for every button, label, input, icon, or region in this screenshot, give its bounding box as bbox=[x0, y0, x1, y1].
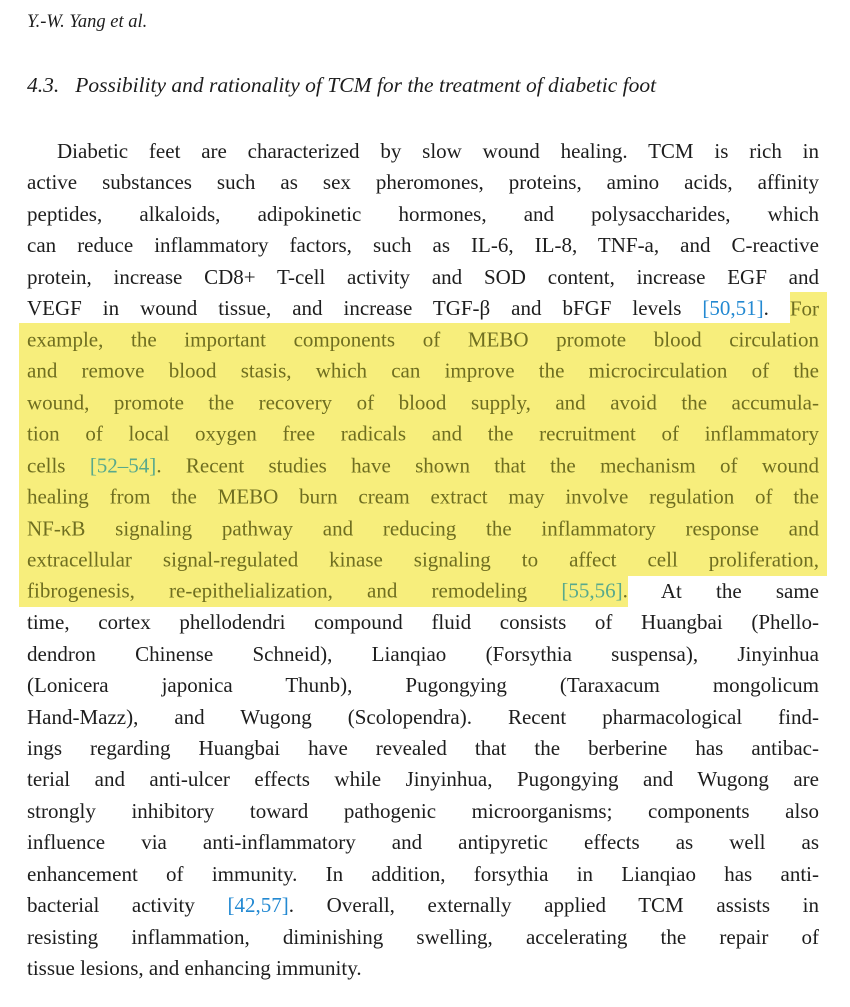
text-run: . bbox=[763, 296, 790, 321]
text-line bbox=[27, 513, 819, 544]
citation-link[interactable]: [42,57] bbox=[227, 893, 289, 918]
text-line bbox=[27, 859, 819, 890]
text-line bbox=[27, 482, 819, 513]
text-line bbox=[27, 544, 819, 575]
highlighted-text-run: and remove blood stasis, which can improve the microcirculation of the bbox=[27, 354, 819, 387]
highlighted-text-run: example, the important components of MEBO promote blood circulation bbox=[27, 323, 819, 356]
text-line bbox=[27, 953, 819, 984]
text-line bbox=[27, 702, 819, 733]
text-line bbox=[27, 607, 819, 638]
text-line bbox=[27, 733, 819, 764]
text-line bbox=[27, 890, 819, 921]
text-run: influence via anti-inflammatory and antipyretic effects as well as bbox=[27, 830, 819, 855]
text-line bbox=[27, 796, 819, 827]
text-run: (Lonicera japonica Thunb), Pugongying (Taraxacum mongolicum bbox=[27, 673, 819, 698]
text-line bbox=[27, 325, 819, 356]
highlighted-text-run: NF-κB signaling pathway and reducing the inflammatory response and bbox=[27, 512, 819, 545]
paper-page bbox=[27, 0, 819, 984]
text-line bbox=[27, 764, 819, 795]
text-run: bacterial activity bbox=[27, 893, 228, 918]
section-title: Possibility and rationality of TCM for the treatment of diabetic foot bbox=[75, 73, 657, 97]
citation-link[interactable]: [50,51] bbox=[702, 296, 764, 321]
text-run: VEGF in wound tissue, and increase TGF-β and bFGF levels bbox=[27, 296, 703, 321]
highlighted-text-run: extracellular signal-regulated kinase signaling to affect cell proliferation, bbox=[27, 543, 819, 576]
section-heading bbox=[27, 71, 819, 99]
text-run: Hand-Mazz), and Wugong (Scolopendra). Recent pharmacological find- bbox=[27, 704, 819, 729]
highlighted-text-run: For bbox=[790, 292, 819, 325]
highlighted-text-run: . bbox=[623, 574, 628, 607]
text-run: resisting inflammation, diminishing swelling, accelerating the repair of bbox=[27, 924, 819, 949]
highlighted-citation-link[interactable]: [55,56] bbox=[561, 574, 622, 607]
text-line bbox=[27, 199, 819, 230]
text-line bbox=[27, 419, 819, 450]
text-line bbox=[27, 230, 819, 261]
text-run: . Overall, externally applied TCM assists in bbox=[288, 893, 819, 918]
text-run: protein, increase CD8+ T-cell activity and SOD content, increase EGF and bbox=[27, 264, 819, 289]
text-line bbox=[27, 167, 819, 198]
text-line bbox=[27, 136, 819, 167]
text-run: strongly inhibitory toward pathogenic microorganisms; components also bbox=[27, 798, 819, 823]
text-line bbox=[27, 387, 819, 418]
text-line bbox=[27, 827, 819, 858]
highlighted-text-run: fibrogenesis, re-epithelialization, and remodeling bbox=[27, 574, 561, 607]
highlighted-text-run: wound, promote the recovery of blood supply, and avoid the accumula- bbox=[27, 386, 819, 419]
text-run: At the same bbox=[627, 578, 819, 603]
running-head: Y.-W. Yang et al. bbox=[27, 12, 148, 32]
text-line bbox=[27, 262, 819, 293]
text-run: can reduce inflammatory factors, such as IL-6, IL-8, TNF-a, and C-reactive bbox=[27, 233, 819, 258]
text-run: dendron Chinense Schneid), Lianqiao (Forsythia suspensa), Jinyinhua bbox=[27, 641, 819, 666]
text-line bbox=[27, 293, 819, 324]
text-line bbox=[27, 450, 819, 481]
text-run: enhancement of immunity. In addition, forsythia in Lianqiao has anti- bbox=[27, 861, 819, 886]
section-number: 4.3. bbox=[27, 73, 60, 97]
highlighted-text-run: . Recent studies have shown that the mechanism of wound bbox=[156, 449, 819, 482]
text-run: Diabetic feet are characterized by slow wound healing. TCM is rich in bbox=[57, 139, 819, 163]
text-run: active substances such as sex pheromones, proteins, amino acids, affinity bbox=[27, 170, 819, 195]
highlighted-text-run: cells bbox=[27, 449, 90, 482]
text-run: ings regarding Huangbai have revealed that the berberine has antibac- bbox=[27, 736, 819, 761]
text-line bbox=[27, 922, 819, 953]
highlighted-citation-link[interactable]: [52–54] bbox=[90, 449, 157, 482]
highlighted-text-run: healing from the MEBO burn cream extract may involve regulation of the bbox=[27, 480, 819, 513]
body-paragraph bbox=[27, 136, 819, 984]
highlighted-text-run: tion of local oxygen free radicals and the recruitment of inflammatory bbox=[27, 417, 819, 450]
text-line bbox=[27, 670, 819, 701]
text-line bbox=[27, 639, 819, 670]
text-line bbox=[27, 356, 819, 387]
text-line bbox=[27, 576, 819, 607]
text-run: peptides, alkaloids, adipokinetic hormones, and polysaccharides, which bbox=[27, 201, 819, 226]
text-run: terial and anti-ulcer effects while Jinyinhua, Pugongying and Wugong are bbox=[27, 767, 819, 792]
text-run: tissue lesions, and enhancing immunity. bbox=[27, 955, 362, 980]
text-run: time, cortex phellodendri compound fluid consists of Huangbai (Phello- bbox=[27, 610, 819, 635]
